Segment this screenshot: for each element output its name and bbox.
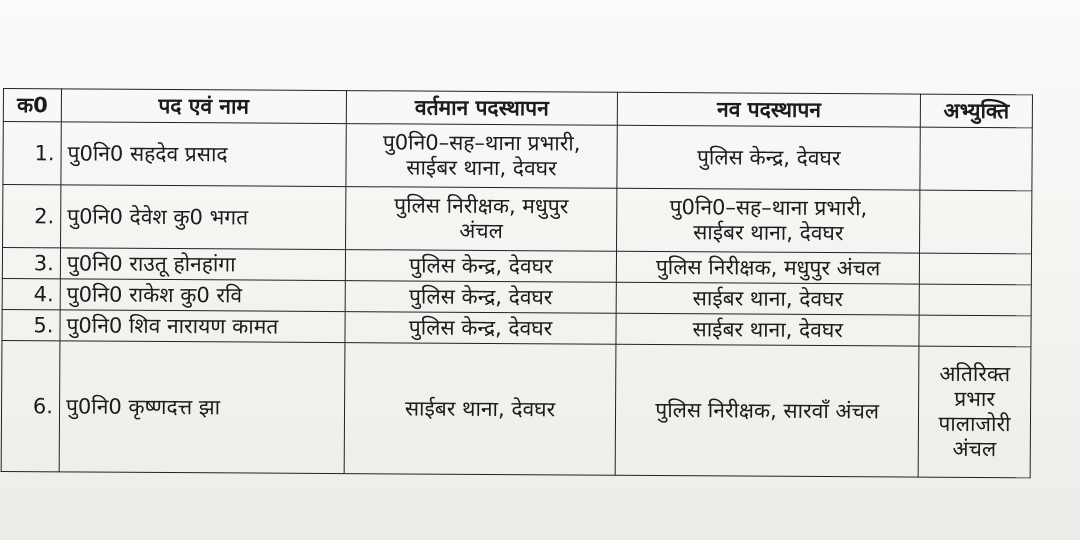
name-cell: पु0नि0 शिव नारायण कामत bbox=[60, 310, 345, 343]
remark-line: अंचल bbox=[952, 436, 997, 461]
serial-cell: 3. bbox=[2, 248, 60, 279]
table-row bbox=[3, 185, 1032, 254]
remarks-cell bbox=[919, 284, 1031, 316]
header-new-posting: नव पदस्थापन bbox=[618, 92, 921, 127]
header-name: पद एवं नाम bbox=[61, 89, 346, 124]
new-posting-cell: पुलिस निरीक्षक, सारवाँ अंचल bbox=[615, 344, 918, 477]
name-cell: पु0नि0 राकेश कु0 रवि bbox=[60, 279, 345, 312]
new-posting-cell: साईबर थाना, देवघर bbox=[616, 313, 919, 346]
name-cell: पु0नि0 देवेश कु0 भगत bbox=[60, 185, 345, 250]
new-posting-line: पुलिस केन्द्र, देवघर bbox=[696, 144, 841, 170]
current-posting-cell: पुलिस केन्द्र, देवघर bbox=[345, 312, 617, 345]
current-posting-cell bbox=[345, 187, 617, 252]
name-cell: पु0नि0 कृष्णदत्त झा bbox=[59, 341, 344, 474]
current-posting-line: अंचल bbox=[459, 218, 504, 244]
remark-line: प्रभार bbox=[954, 387, 996, 412]
serial-cell: 5. bbox=[2, 309, 60, 340]
current-posting-line: पुलिस निरीक्षक, मधुपुर bbox=[394, 193, 569, 219]
table-row bbox=[3, 122, 1032, 191]
current-posting-cell: पुलिस केन्द्र, देवघर bbox=[345, 250, 617, 283]
remarks-cell bbox=[918, 346, 1031, 478]
new-posting-line: साईबर थाना, देवघर bbox=[693, 220, 844, 246]
remark-line: अतिरिक्त bbox=[939, 362, 1011, 387]
remarks-cell bbox=[920, 190, 1032, 254]
serial-cell: 6. bbox=[1, 340, 60, 471]
remarks-cell bbox=[919, 253, 1031, 285]
current-posting-cell bbox=[346, 124, 618, 189]
header-current-posting: वर्तमान पदस्थापन bbox=[346, 91, 618, 126]
table-row bbox=[1, 340, 1031, 477]
serial-cell: 4. bbox=[2, 278, 60, 309]
new-posting-cell bbox=[617, 188, 920, 253]
serial-cell: 2. bbox=[3, 185, 61, 248]
new-posting-line: पु0नि0–सह–थाना प्रभारी, bbox=[669, 195, 868, 221]
name-cell: पु0नि0 राउतू होनहांगा bbox=[60, 248, 345, 281]
header-serial: क0 bbox=[3, 89, 61, 122]
remarks-cell bbox=[920, 127, 1032, 191]
posting-table bbox=[1, 88, 1033, 478]
current-posting-line: पु0नि0–सह–थाना प्रभारी, bbox=[382, 130, 581, 156]
new-posting-cell bbox=[617, 125, 920, 190]
new-posting-cell: साईबर थाना, देवघर bbox=[616, 282, 919, 315]
current-posting-cell: साईबर थाना, देवघर bbox=[344, 343, 616, 476]
header-remarks: अभ्युक्ति bbox=[920, 94, 1032, 128]
current-posting-cell: पुलिस केन्द्र, देवघर bbox=[345, 281, 617, 314]
name-cell: पु0नि0 सहदेव प्रसाद bbox=[61, 122, 346, 187]
current-posting-line: साईबर थाना, देवघर bbox=[406, 155, 557, 181]
remarks-cell bbox=[919, 315, 1031, 347]
serial-cell: 1. bbox=[3, 122, 61, 185]
new-posting-cell: पुलिस निरीक्षक, मधुपुर अंचल bbox=[617, 251, 920, 284]
remark-line: पालाजोरी bbox=[938, 411, 1011, 437]
